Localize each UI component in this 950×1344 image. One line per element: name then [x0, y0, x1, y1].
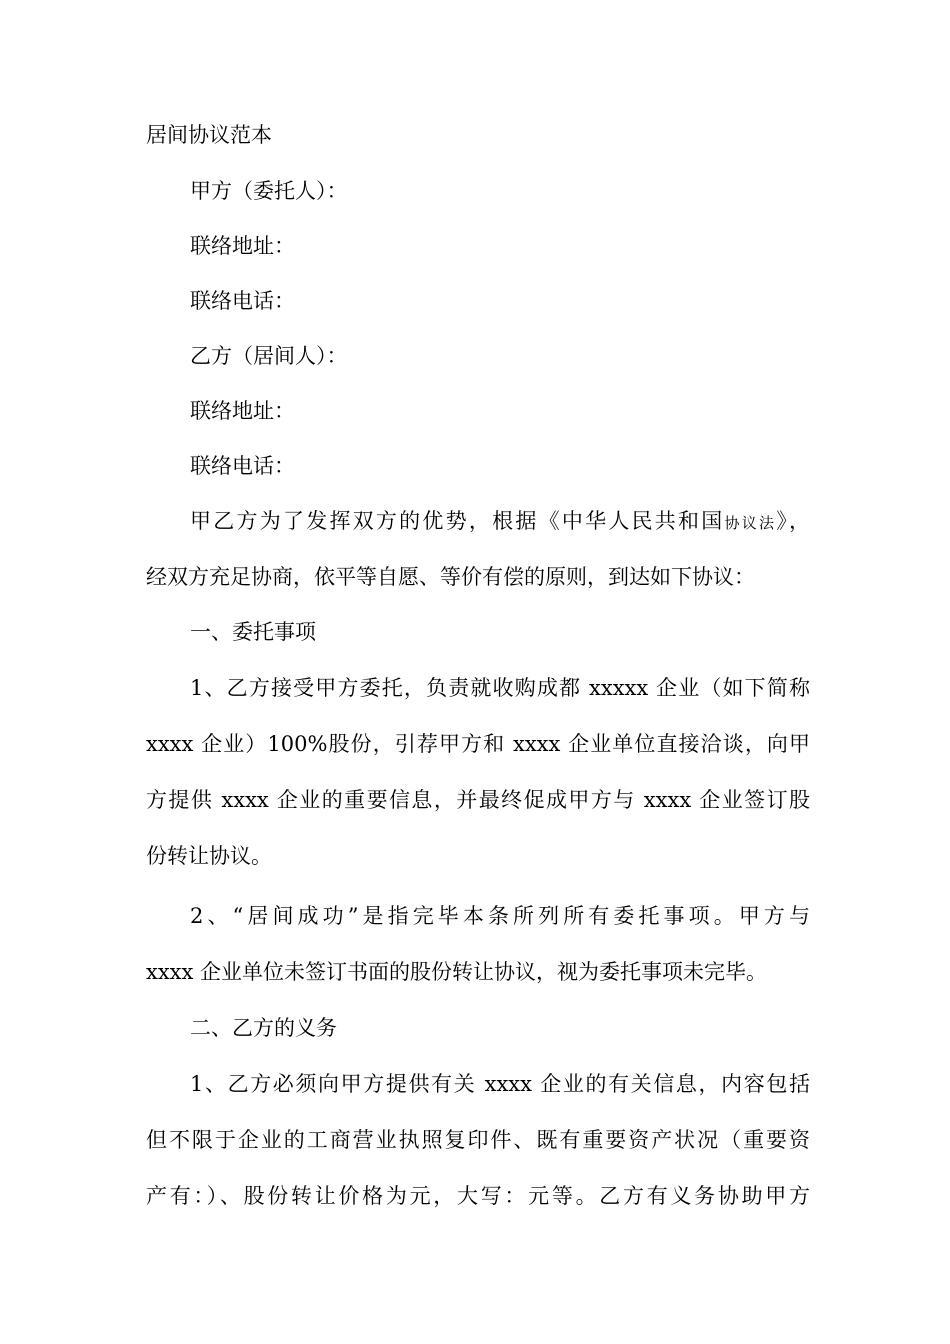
section-1-heading: 一、委托事项 — [190, 620, 316, 644]
party-a-label: 甲方（委托人）： — [190, 179, 348, 203]
preamble-line-2: 经双方充足协商，依平等自愿、等价有偿的原则，到达如下协议： — [146, 565, 755, 589]
section-2-item-1-line: 但不限于企业的工商营业执照复印件、既有重要资产状况（重要资 — [146, 1128, 810, 1152]
section-1-item-2-line: 2、“居间成功”是指完毕本条所列所有委托事项。甲方与 — [190, 904, 810, 928]
document-title: 居间协议范本 — [146, 123, 272, 147]
party-b-address: 联络地址： — [190, 399, 295, 423]
section-2-item-1-line: 1、乙方必须向甲方提供有关 xxxx 企业的有关信息，内容包括 — [190, 1072, 810, 1096]
section-1-item-1-line: xxxx 企业）100%股份，引荐甲方和 xxxx 企业单位直接洽谈，向甲 — [146, 732, 810, 756]
party-b-phone: 联络电话： — [190, 454, 295, 478]
section-1-item-1-line: 1、乙方接受甲方委托，负责就收购成都 xxxxx 企业（如下简称 — [190, 676, 810, 700]
preamble-line-1 — [190, 506, 810, 538]
party-a-phone: 联络电话： — [190, 289, 295, 313]
preamble-end: 》， — [776, 509, 810, 533]
section-1-item-2-line: xxxx 企业单位未签订书面的股份转让协议，视为委托事项未完毕。 — [146, 960, 768, 984]
section-1-item-1-line: 份转让协议。 — [146, 844, 272, 868]
party-b-label: 乙方（居间人）： — [190, 344, 348, 368]
section-1-item-1-line: 方提供 xxxx 企业的重要信息，并最终促成甲方与 xxxx 企业签订股 — [146, 788, 810, 812]
section-2-heading: 二、乙方的义务 — [190, 1016, 337, 1040]
law-name-small: 协议法 — [724, 514, 777, 532]
preamble-text: 甲乙方为了发挥双方的优势，根据《中华人民共和国 — [190, 509, 725, 533]
party-a-address: 联络地址： — [190, 234, 295, 258]
section-2-item-1-line: 产有：）、股份转让价格为元，大写：元等。乙方有义务协助甲方 — [146, 1184, 810, 1208]
